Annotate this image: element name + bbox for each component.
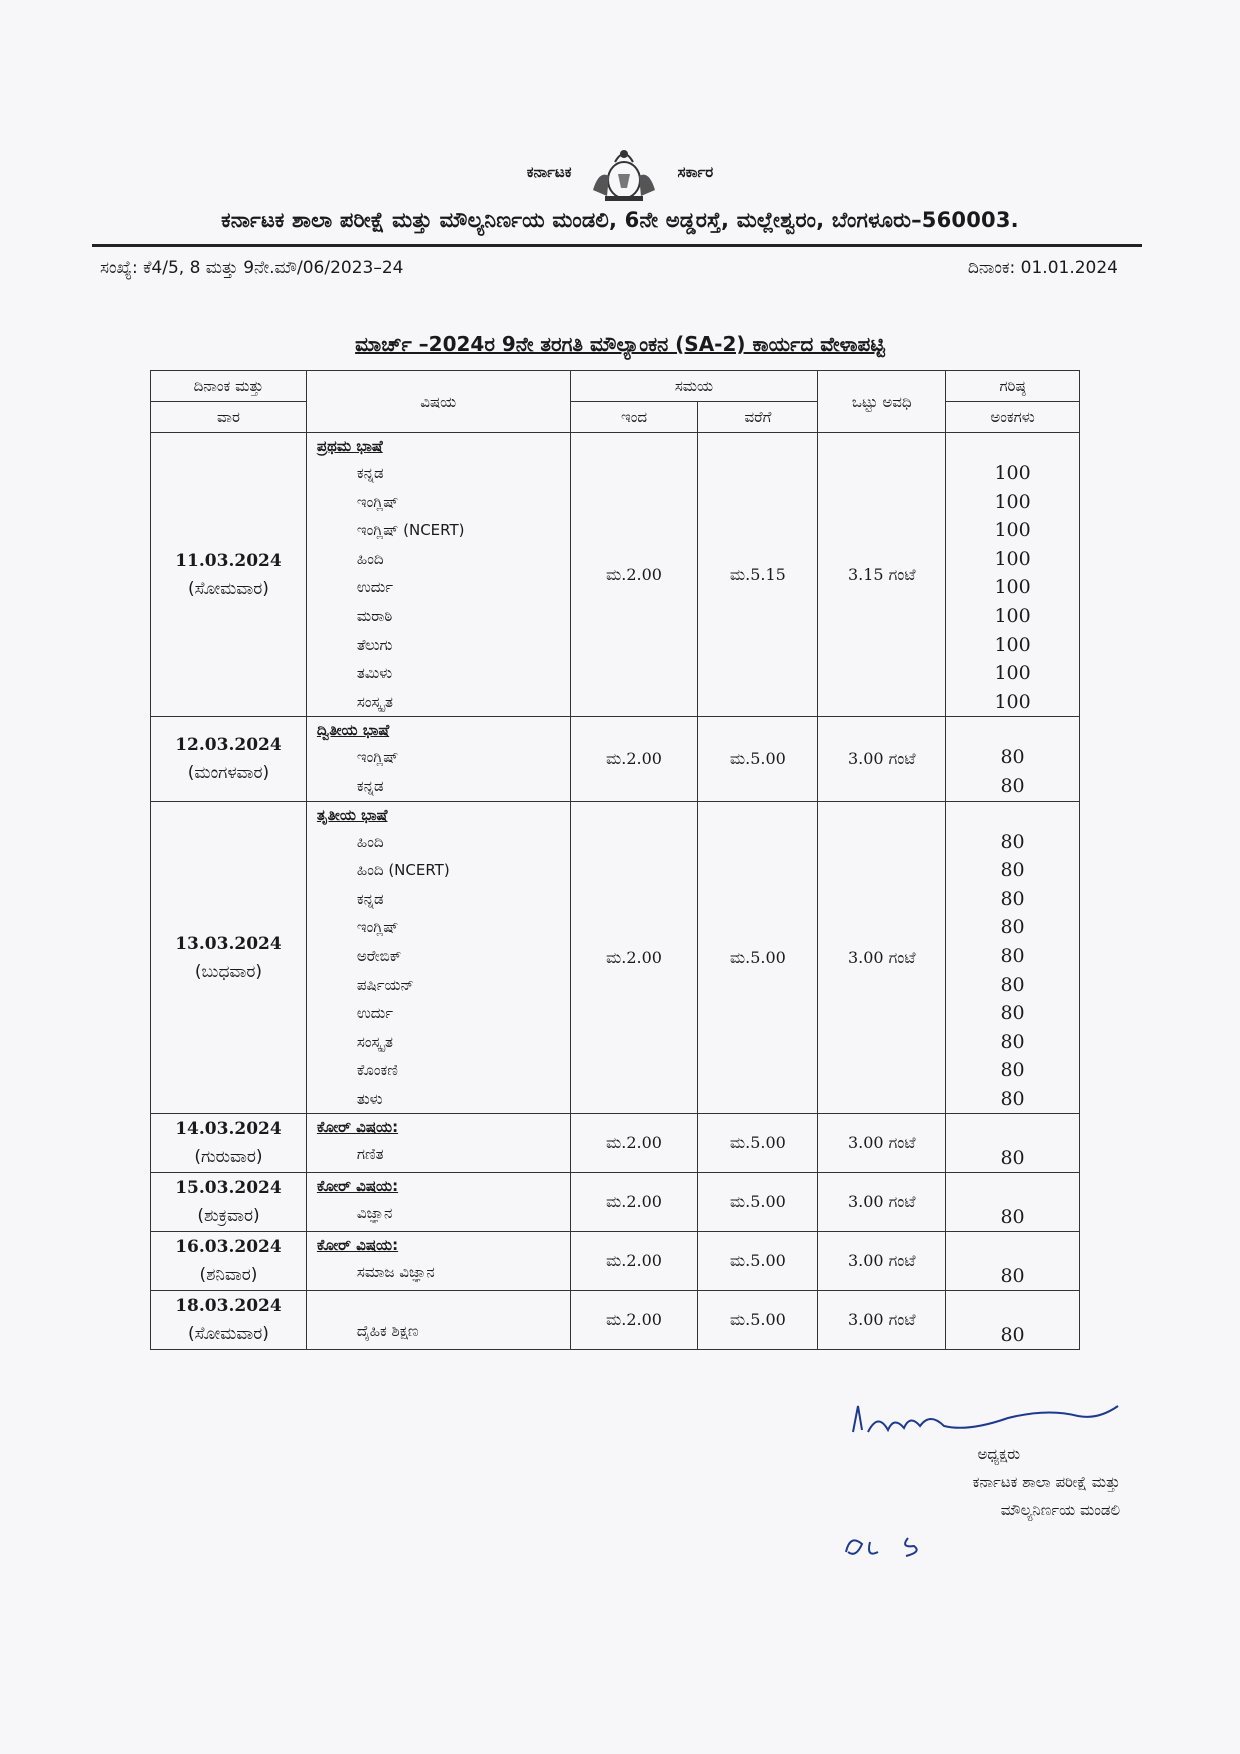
- max-marks-value: 80: [1000, 774, 1025, 797]
- exam-date: 16.03.2024: [175, 1237, 282, 1258]
- initials-mark: [842, 1532, 952, 1562]
- max-marks-value: 80: [1000, 1323, 1025, 1346]
- subject-item: ಕೊಂಕಣಿ: [356, 1061, 398, 1080]
- table-row: [151, 1232, 1080, 1291]
- max-marks-value: 80: [1000, 1146, 1025, 1169]
- max-marks-value: 80: [1000, 973, 1025, 996]
- subject-item: ತಮಿಳು: [356, 664, 393, 683]
- header-date-day: ದಿನಾಂಕ ಮತ್ತು: [151, 371, 307, 402]
- exam-day: (ಶನಿವಾರ): [199, 1265, 258, 1286]
- max-marks-value: 80: [1000, 1205, 1025, 1228]
- end-time: ಮ.5.00: [698, 801, 818, 1114]
- subject-group: ಕೋರ್ ವಿಷಯ:: [316, 1236, 399, 1255]
- exam-date: 11.03.2024: [175, 550, 282, 571]
- subject-item: ಇಂಗ್ಲಿಷ್: [356, 918, 399, 937]
- end-time: ಮ.5.00: [698, 1291, 818, 1350]
- timetable-body: [151, 433, 1080, 1350]
- max-marks-value: 80: [1000, 830, 1025, 853]
- row-marks: [946, 801, 1080, 1114]
- row-date: [151, 1232, 307, 1291]
- max-marks-value: 80: [1000, 1087, 1025, 1110]
- exam-day: (ಶುಕ್ರವಾರ): [197, 1206, 260, 1227]
- exam-date: 13.03.2024: [175, 933, 282, 954]
- table-row: [151, 433, 1080, 717]
- subject-item: ಇಂಗ್ಲಿಷ್: [356, 748, 399, 767]
- subject-item: ಕನ್ನಡ: [356, 776, 384, 795]
- row-date: [151, 433, 307, 717]
- issue-date: ದಿನಾಂಕ: 01.01.2024: [967, 258, 1118, 278]
- header-max-marks: ಗರಿಷ್ಠ: [946, 371, 1080, 402]
- row-subjects: [306, 1232, 570, 1291]
- row-marks: [946, 717, 1080, 801]
- row-date: [151, 801, 307, 1114]
- state-emblem-icon: [585, 140, 663, 204]
- end-time: ಮ.5.00: [698, 1232, 818, 1291]
- subject-item: ಸಮಾಜ ವಿಜ್ಞಾನ: [356, 1263, 435, 1282]
- subject-item: ತುಳು: [356, 1089, 383, 1108]
- subject-group: ದ್ವಿತೀಯ ಭಾಷೆ: [316, 721, 390, 740]
- subject-item: ಉರ್ದು: [356, 1004, 394, 1023]
- max-marks-value: 100: [994, 576, 1031, 599]
- board-address: ಕರ್ನಾಟಕ ಶಾಲಾ ಪರೀಕ್ಷೆ ಮತ್ತು ಮೌಲ್ಯನಿರ್ಣಯ ಮಂಡಲಿ, 6ನೇ ಅಡ್ಡರಸ್ತೆ, ಮಲ್ಲೇಶ್ವರಂ, ಬೆಂಗಳೂರು–560003.: [221, 208, 1019, 232]
- row-subjects: [306, 433, 570, 717]
- end-time: ಮ.5.15: [698, 433, 818, 717]
- max-marks-value: 80: [1000, 1059, 1025, 1082]
- exam-day: (ಮಂಗಳವಾರ): [187, 762, 270, 783]
- subject-group: ಕೋರ್ ವಿಷಯ:: [316, 1177, 399, 1196]
- row-marks: [946, 433, 1080, 717]
- row-marks: [946, 1114, 1080, 1173]
- duration: 3.15 ಗಂಟೆ: [818, 433, 946, 717]
- row-subjects: [306, 1173, 570, 1232]
- row-subjects: [306, 1114, 570, 1173]
- duration: 3.00 ಗಂಟೆ: [818, 1114, 946, 1173]
- header-subject: ವಿಷಯ: [306, 371, 570, 433]
- signatory-role: ಅಧ್ಯಕ್ಷರು: [977, 1445, 1020, 1463]
- max-marks-value: 80: [1000, 1002, 1025, 1025]
- gov-label-left: ಕರ್ನಾಟಕ: [526, 163, 572, 181]
- max-marks-value: 80: [1000, 859, 1025, 882]
- signatory-org-line1: ಕರ್ನಾಟಕ ಶಾಲಾ ಪರೀಕ್ಷೆ ಮತ್ತು: [972, 1473, 1120, 1491]
- duration: 3.00 ಗಂಟೆ: [818, 717, 946, 801]
- exam-date: 18.03.2024: [175, 1296, 282, 1317]
- max-marks-value: 100: [994, 519, 1031, 542]
- header-duration: ಒಟ್ಟು ಅವಧಿ: [818, 371, 946, 433]
- start-time: ಮ.2.00: [570, 433, 698, 717]
- header-from: ಇಂದ: [570, 402, 698, 433]
- header-day: ವಾರ: [151, 402, 307, 433]
- exam-date: 12.03.2024: [175, 734, 282, 755]
- timetable: [150, 370, 1080, 1350]
- subject-group: ಕೋರ್ ವಿಷಯ:: [316, 1118, 399, 1137]
- header-marks: ಅಂಕಗಳು: [946, 402, 1080, 433]
- government-header: [0, 140, 1240, 204]
- max-marks-value: 100: [994, 662, 1031, 685]
- end-time: ಮ.5.00: [698, 717, 818, 801]
- subject-item: ಹಿಂದಿ: [356, 549, 384, 568]
- start-time: ಮ.2.00: [570, 801, 698, 1114]
- table-row: [151, 801, 1080, 1114]
- start-time: ಮ.2.00: [570, 1291, 698, 1350]
- subject-item: ದೈಹಿಕ ಶಿಕ್ಷಣ: [356, 1321, 419, 1340]
- end-time: ಮ.5.00: [698, 1173, 818, 1232]
- duration: 3.00 ಗಂಟೆ: [818, 1291, 946, 1350]
- start-time: ಮ.2.00: [570, 1114, 698, 1173]
- exam-day: (ಸೋಮವಾರ): [188, 578, 269, 599]
- row-marks: [946, 1291, 1080, 1350]
- max-marks-value: 100: [994, 633, 1031, 656]
- exam-date: 15.03.2024: [175, 1178, 282, 1199]
- duration: 3.00 ಗಂಟೆ: [818, 1232, 946, 1291]
- subject-item: ಉರ್ದು: [356, 578, 394, 597]
- signature-scrawl: [848, 1402, 1138, 1442]
- row-date: [151, 717, 307, 801]
- table-row: [151, 1173, 1080, 1232]
- max-marks-value: 80: [1000, 916, 1025, 939]
- max-marks-value: 100: [994, 462, 1031, 484]
- subject-item: ಹಿಂದಿ (NCERT): [356, 861, 450, 880]
- max-marks-value: 100: [994, 604, 1031, 627]
- max-marks-value: 80: [1000, 944, 1025, 967]
- max-marks-value: 100: [994, 547, 1031, 570]
- row-marks: [946, 1232, 1080, 1291]
- gov-label-right: ಸರ್ಕಾರ: [677, 163, 714, 181]
- subject-group: ತೃತೀಯ ಭಾಷೆ: [316, 805, 388, 824]
- exam-day: (ಸೋಮವಾರ): [188, 1324, 269, 1345]
- header-divider: [92, 244, 1142, 247]
- exam-day: (ಗುರುವಾರ): [194, 1147, 263, 1168]
- max-marks-value: 80: [1000, 887, 1025, 910]
- subject-item: ಸಂಸ್ಕೃತ: [356, 692, 393, 711]
- start-time: ಮ.2.00: [570, 717, 698, 801]
- duration: 3.00 ಗಂಟೆ: [818, 801, 946, 1114]
- subject-item: ಇಂಗ್ಲಿಷ್ (NCERT): [356, 521, 465, 540]
- row-date: [151, 1114, 307, 1173]
- max-marks-value: 80: [1000, 746, 1025, 769]
- subject-item: ಅರೇಬಿಕ್: [356, 946, 402, 965]
- subject-item: ಸಂಸ್ಕೃತ: [356, 1032, 393, 1051]
- subject-item: ಮರಾಠಿ: [356, 606, 393, 625]
- start-time: ಮ.2.00: [570, 1232, 698, 1291]
- row-marks: [946, 1173, 1080, 1232]
- max-marks-value: 100: [994, 690, 1031, 713]
- end-time: ಮ.5.00: [698, 1114, 818, 1173]
- max-marks-value: 80: [1000, 1030, 1025, 1053]
- table-row: [151, 717, 1080, 801]
- subject-item: ಕನ್ನಡ: [356, 889, 384, 908]
- row-date: [151, 1291, 307, 1350]
- subject-item: ಕನ್ನಡ: [356, 464, 384, 482]
- signature-block: [850, 1440, 1120, 1524]
- subject-item: ವಿಜ್ಞಾನ: [356, 1204, 393, 1223]
- row-subjects: [306, 801, 570, 1114]
- row-subjects: [306, 717, 570, 801]
- subject-item: ತೆಲುಗು: [356, 635, 393, 654]
- max-marks-value: 80: [1000, 1264, 1025, 1287]
- row-date: [151, 1173, 307, 1232]
- subject-item: ಪರ್ಷಿಯನ್: [356, 975, 414, 994]
- subject-item: ಗಣಿತ: [356, 1145, 384, 1164]
- table-row: [151, 1291, 1080, 1350]
- reference-number: ಸಂಖ್ಯೆ: ಕೆ4/5, 8 ಮತ್ತು 9ನೇ.ಮೌ/06/2023–24: [100, 258, 404, 278]
- table-row: [151, 1114, 1080, 1173]
- subject-item: ಇಂಗ್ಲಿಷ್: [356, 492, 399, 511]
- row-subjects: [306, 1291, 570, 1350]
- duration: 3.00 ಗಂಟೆ: [818, 1173, 946, 1232]
- subject-group: ಪ್ರಥಮ ಭಾಷೆ: [316, 437, 383, 455]
- subject-item: ಹಿಂದಿ: [356, 832, 384, 851]
- page-title: ಮಾರ್ಚ್ –2024ರ 9ನೇ ತರಗತಿ ಮೌಲ್ಯಾಂಕನ (SA-2) ಕಾರ್ಯದ ವೇಳಾಪಟ್ಟಿ: [355, 332, 885, 356]
- max-marks-value: 100: [994, 490, 1031, 513]
- header-time: ಸಮಯ: [570, 371, 818, 402]
- header-to: ವರೆಗೆ: [698, 402, 818, 433]
- start-time: ಮ.2.00: [570, 1173, 698, 1232]
- signatory-org-line2: ಮೌಲ್ಯನಿರ್ಣಯ ಮಂಡಲಿ: [1000, 1501, 1120, 1519]
- exam-day: (ಬುಧವಾರ): [194, 961, 262, 982]
- exam-date: 14.03.2024: [175, 1119, 282, 1140]
